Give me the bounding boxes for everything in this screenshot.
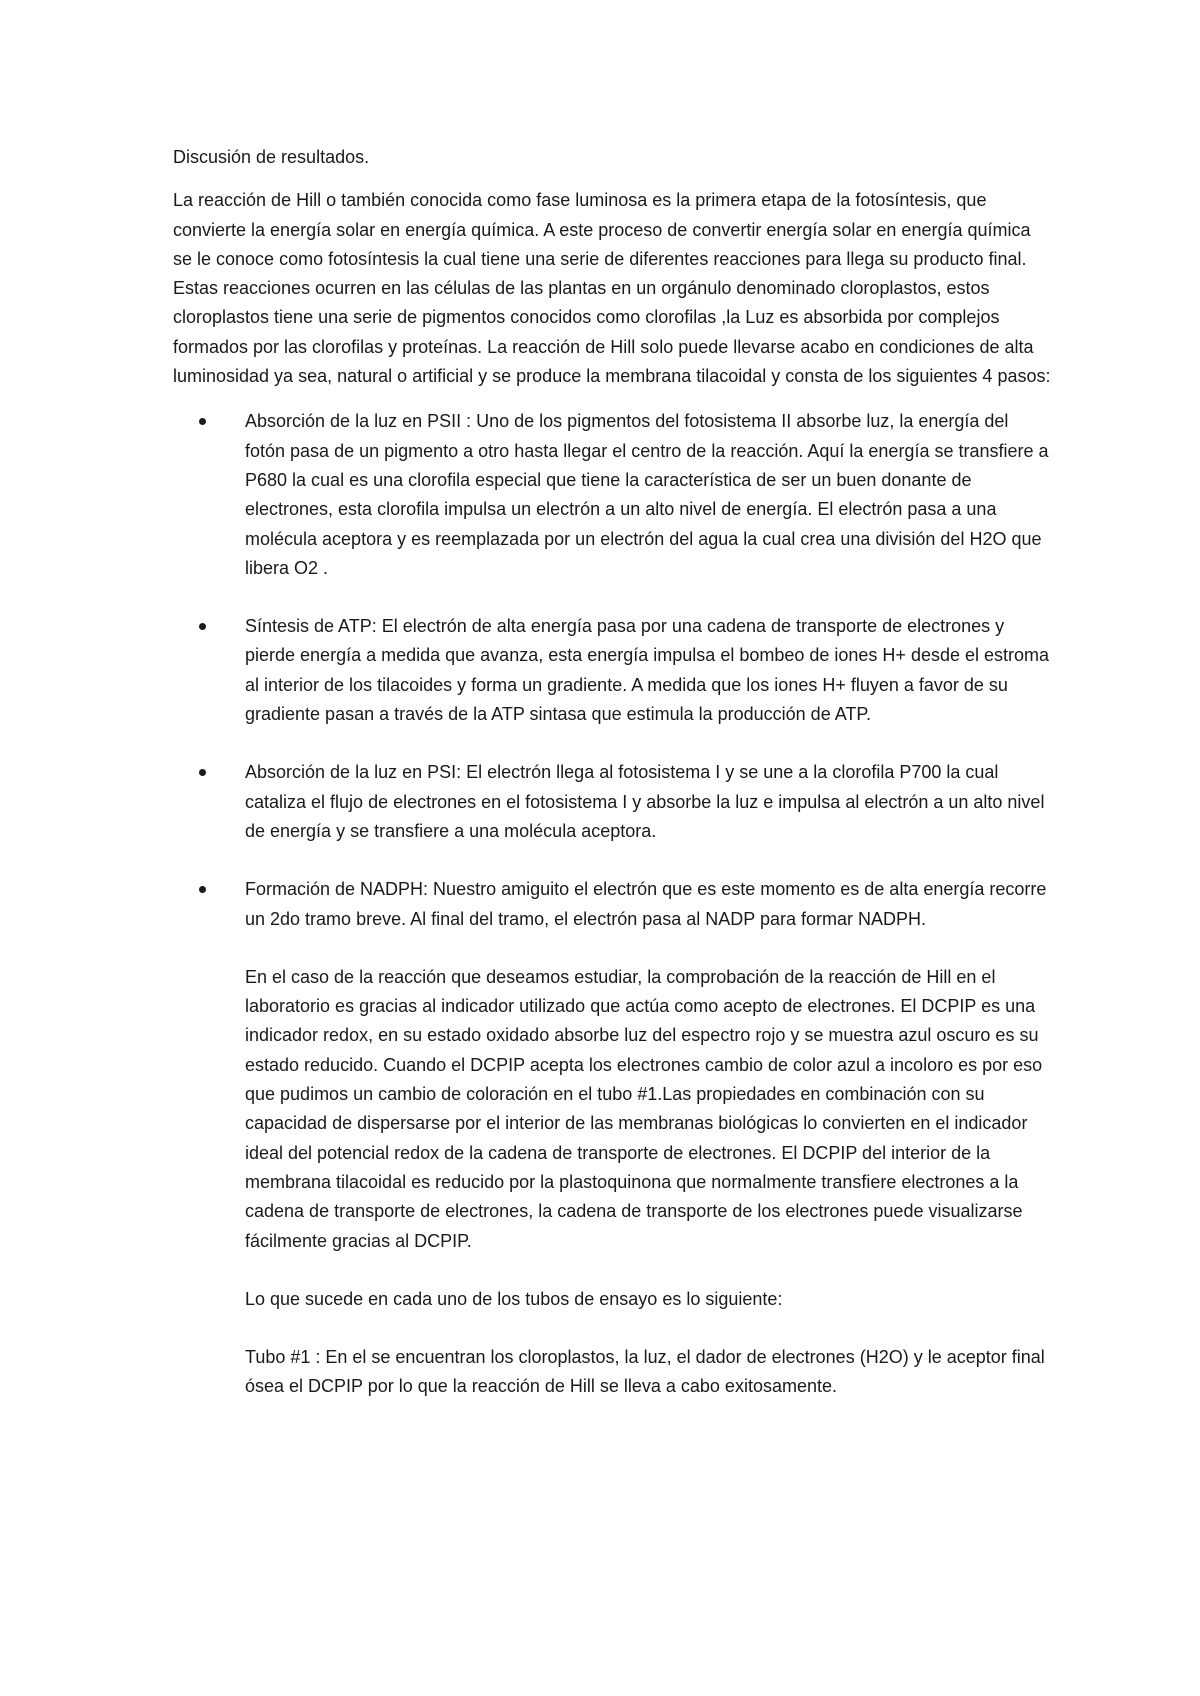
section-heading: Discusión de resultados.	[173, 147, 370, 167]
discussion-section	[173, 963, 1053, 1402]
steps-list	[173, 407, 1053, 933]
step-text: Absorción de la luz en PSII : Uno de los pigmentos del fotosistema II absorbe luz, la energía del fotón pasa de un pigmento a otro hasta llegar el centro de la reacción. Aquí la energía se transfiere a P680 la cual es una clorofila especial que tiene la característica de ser un buen donante de electrones, esta clorofila impulsa un electrón a un alto nivel de energía. El electrón pasa a una molécula aceptora y es reemplazada por un electrón del agua la cual crea una división del H2O que libera O2 .	[245, 411, 1049, 578]
bullet-icon	[199, 418, 206, 425]
list-item	[173, 612, 1053, 729]
list-item	[173, 407, 1053, 583]
step-text: Síntesis de ATP: El electrón de alta energía pasa por una cadena de transporte de electrones y pierde energía a medida que avanza, esta energía impulsa el bombeo de iones H+ desde el estroma al interior de los tilacoides y forma un gradiente. A medida que los iones H+ fluyen a favor de su gradiente pasan a través de la ATP sintasa que estimula la producción de ATP.	[245, 616, 1050, 725]
bullet-icon	[199, 769, 206, 776]
list-item	[173, 875, 1053, 934]
document-body	[173, 143, 1053, 1402]
tubes-intro-paragraph: Lo que sucede en cada uno de los tubos de ensayo es lo siguiente:	[245, 1288, 783, 1309]
intro-paragraph: La reacción de Hill o también conocida como fase luminosa es la primera etapa de la fotosíntesis, que convierte la energía solar en energía química. A este proceso de convertir energía solar en energía química se le conoce como fotosíntesis la cual tiene una serie de diferentes reacciones para llega su producto final. Estas reacciones ocurren en las células de las plantas en un orgánulo denominado cloroplastos, estos cloroplastos tiene una serie de pigmentos conocidos como clorofilas ,la Luz es absorbida por complejos formados por las clorofilas y proteínas. La reacción de Hill solo puede llevarse acabo en condiciones de alta luminosidad ya sea, natural o artificial y se produce la membrana tilacoidal y consta de los siguientes 4 pasos:	[173, 190, 1051, 387]
bullet-icon	[199, 886, 206, 893]
discussion-paragraph: En el caso de la reacción que deseamos estudiar, la comprobación de la reacción de Hill en el laboratorio es gracias al indicador utilizado que actúa como acepto de electrones. El DCPIP es una indicador redox, en su estado oxidado absorbe luz del espectro rojo y se muestra azul oscuro es su estado reducido. Cuando el DCPIP acepta los electrones cambio de color azul a incoloro es por eso que pudimos un cambio de coloración en el tubo #1.Las propiedades en combinación con su capacidad de dispersarse por el interior de las membranas biológicas lo convierten en el indicador ideal del potencial redox de la cadena de transporte de electrones. El DCPIP del interior de la membrana tilacoidal es reducido por la plastoquinona que normalmente transfiere electrones a la cadena de transporte de electrones, la cadena de transporte de los electrones puede visualizarse fácilmente gracias al DCPIP.	[245, 966, 1043, 1251]
bullet-icon	[199, 623, 206, 630]
step-text: Absorción de la luz en PSI: El electrón llega al fotosistema I y se une a la clorofila P700 la cual cataliza el flujo de electrones en el fotosistema I y absorbe la luz e impulsa al electrón a un alto nivel de energía y se transfiere a una molécula aceptora.	[245, 762, 1045, 841]
tube-1-paragraph: Tubo #1 : En el se encuentran los cloroplastos, la luz, el dador de electrones (H2O) y le aceptor final ósea el DCPIP por lo que la reacción de Hill se lleva a cabo exitosamente.	[245, 1347, 1045, 1397]
list-item	[173, 758, 1053, 846]
step-text: Formación de NADPH: Nuestro amiguito el electrón que es este momento es de alta energía recorre un 2do tramo breve. Al final del tramo, el electrón pasa al NADP para formar NADPH.	[245, 879, 1047, 929]
